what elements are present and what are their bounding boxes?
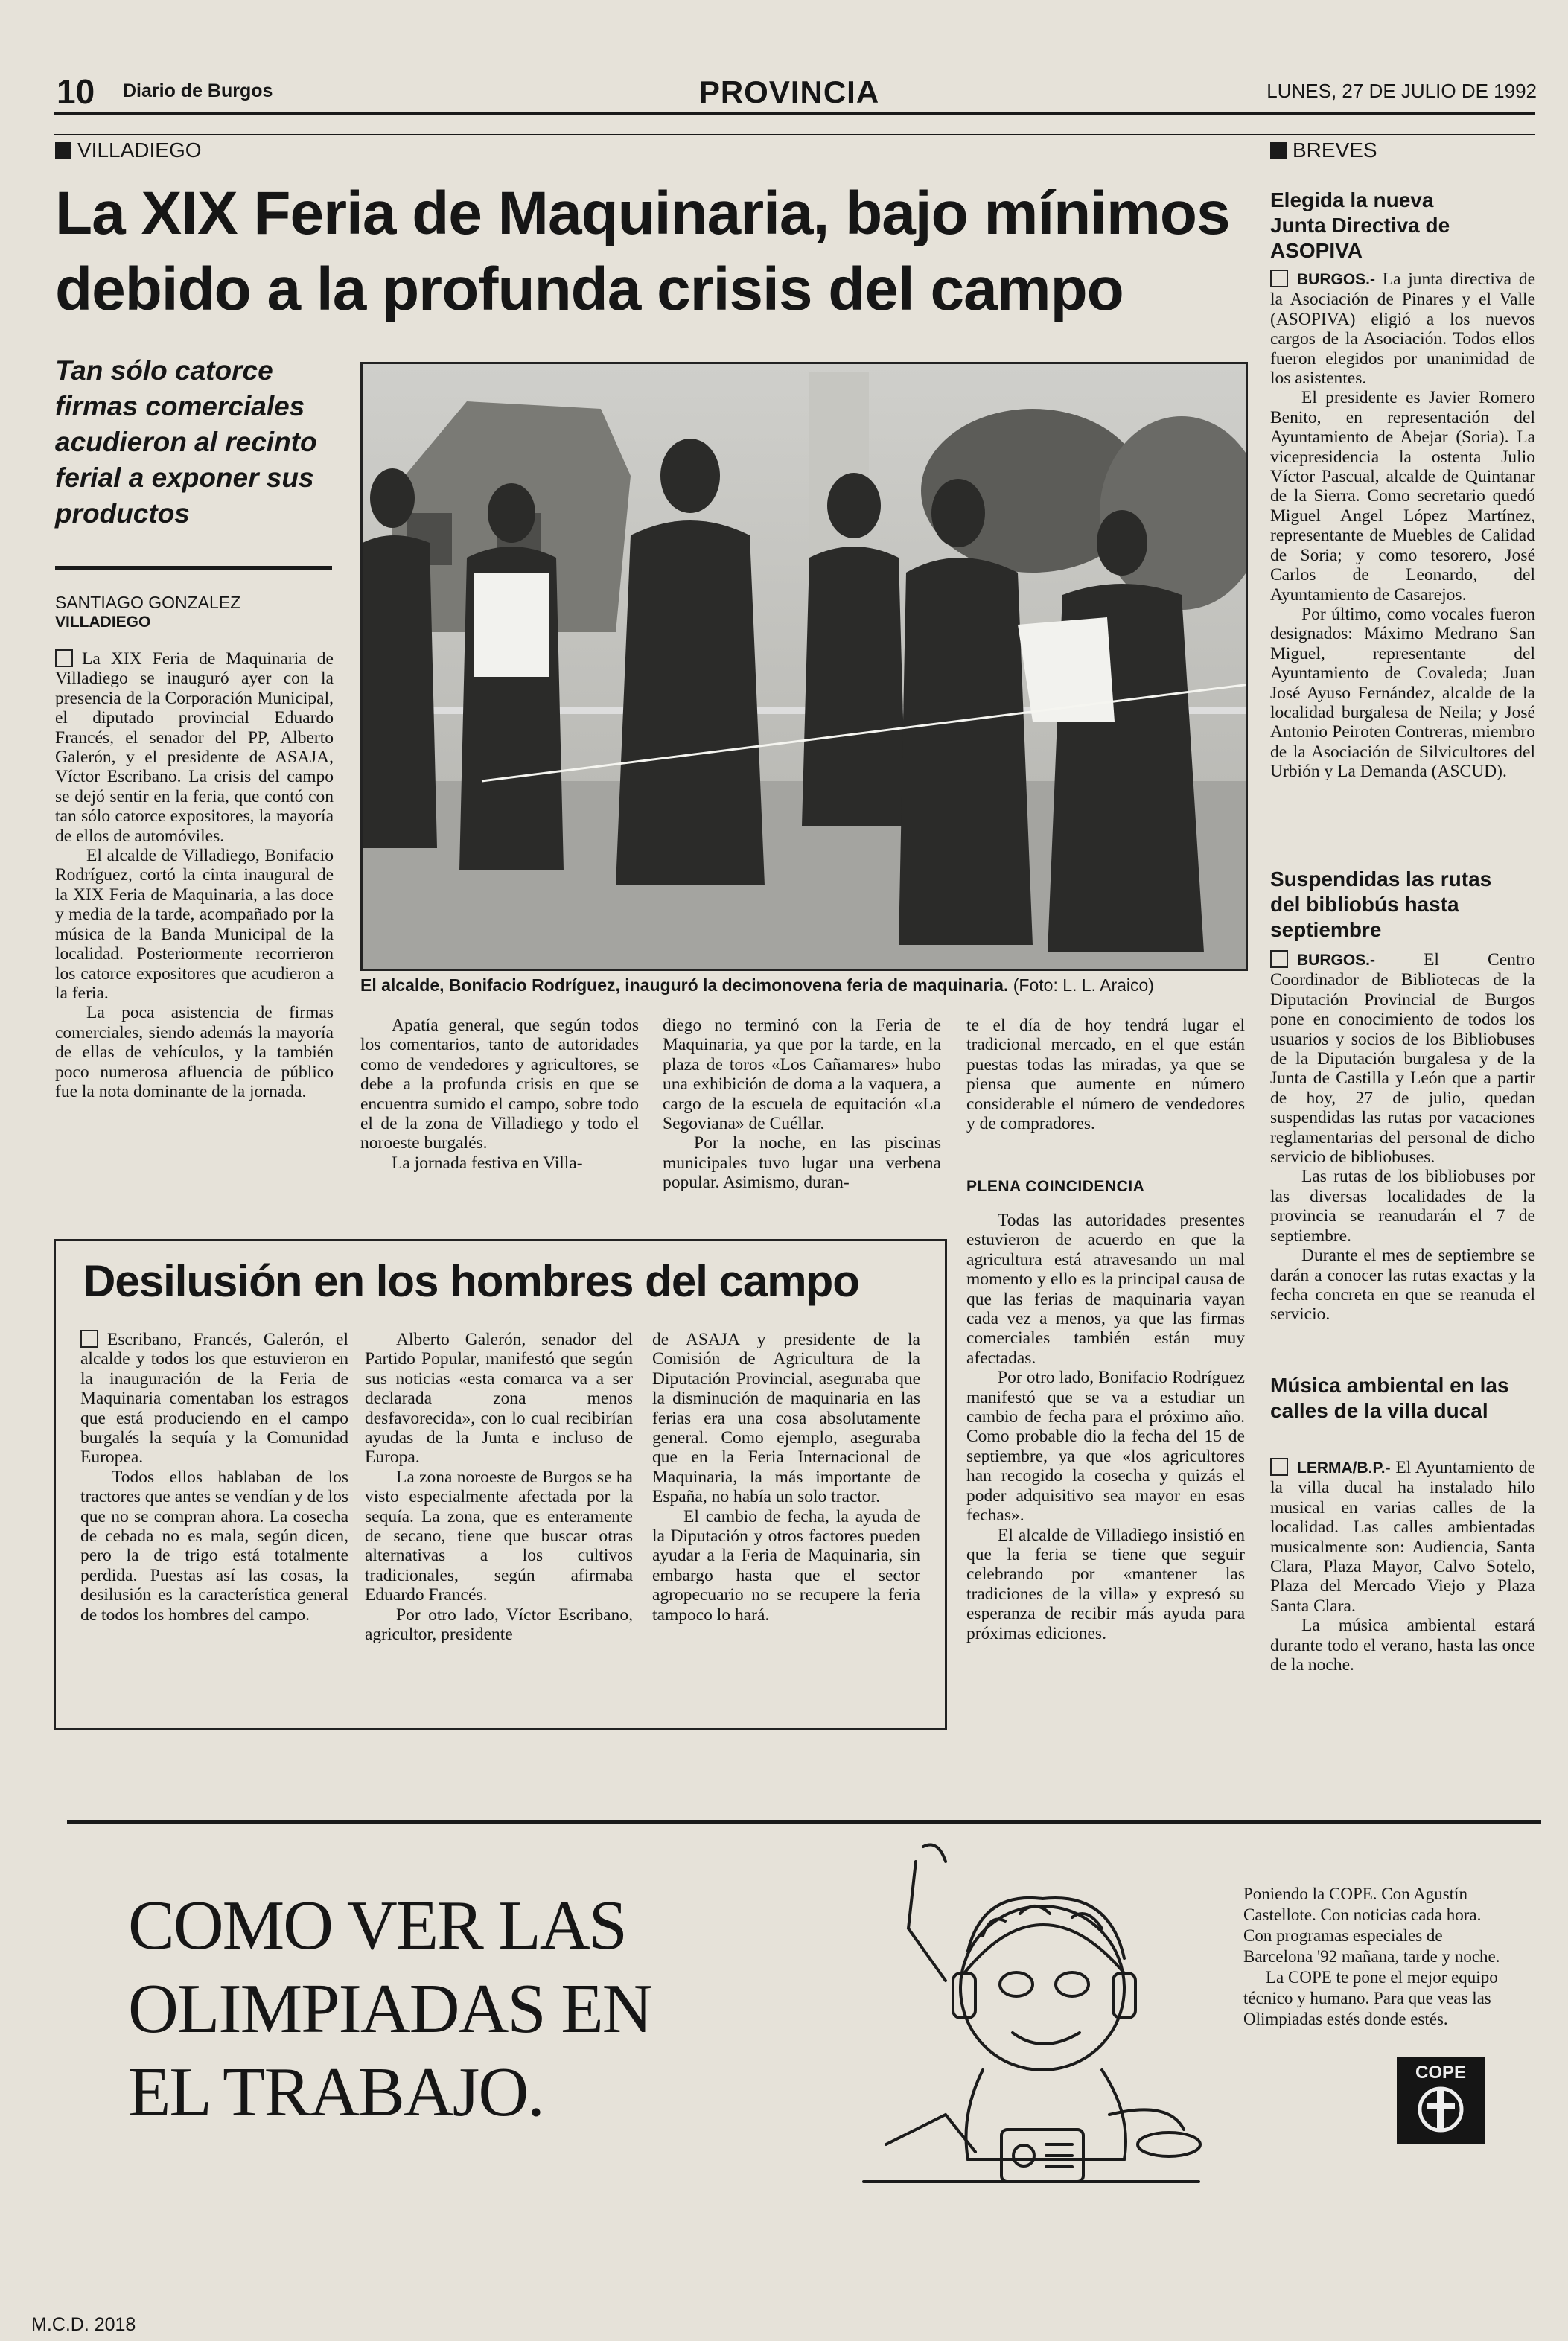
brief-1-title: Elegida la nueva Junta Directiva de ASOPIVA (1270, 188, 1450, 262)
ad-headline: COMO VER LAS OLIMPIADAS EN EL TRABAJO. (128, 1887, 651, 2131)
article-column-4: te el día de hoy tendrá lugar el tradicional mercado, en el que están puestas todas las miradas, ya que se piensa que aumente en número considerable el número de vendedores y de compradores. (966, 1016, 1245, 1134)
brief-1-body: BURGOS.- La junta directiva de la Asociación de Pinares y el Valle (ASOPIVA) eligió a los nuevos cargos de la Asociación. Todos ellos fueron elegidos por unanimidad de los asistentes. El presidente es Javier Romero Benito, en representación del Ayuntamiento de Abejar (Soria). La vicepresidencia la ostenta Julio Víctor Pascual, alcalde de Quintanar de la Sierra. Como secretario quedó Miguel Angel López Martínez, representante de Muebles de Calidad de Soria; y como tesorero, José Carlos de Leonardo, del Ayuntamiento de Casarejos. Por último, como vocales fueron designados: Máximo Medrano San Miguel, representante del Ayuntamiento de Covaleda; Juan José Ayuso Fernández, alcalde de la localidad burgalesa de Neila; y José Antonio Peiroten Contreras, miembro de la Asociación de Silvicultores del Urbión y La Demanda (ASCUD). (1270, 270, 1535, 782)
header-rule (54, 112, 1535, 115)
archive-mark: M.C.D. 2018 (31, 2314, 136, 2335)
paragraph-box-icon (80, 1330, 98, 1348)
paper-name: Diario de Burgos (123, 80, 273, 101)
listener-with-radio-illustration (856, 1832, 1206, 2219)
photo-caption: El alcalde, Bonifacio Rodríguez, inauguró la decimonovena feria de maquinaria. (Foto: L. L. Araico) (360, 975, 1154, 995)
brief-3-title: Música ambiental en las calles de la villa ducal (1270, 1374, 1509, 1422)
paragraph-box-icon (1270, 1458, 1288, 1476)
sidebar-column-1: Escribano, Francés, Galerón, el alcalde y todos los que estuvieron en la inauguración de la Feria de Maquinaria comentaban los estragos que está produciendo en el campo burgalés la sequía y la Comunidad Europea. Todos ellos hablaban de los tractores que antes se vendían y de los que no se compran ahora. La cosecha de cebada no es mala, según dicen, pero la de trigo está totalmente perdida. Puestas así las cosas, la desilusión es la característica general de todos los hombres del campo. (80, 1330, 348, 1625)
article-photo (360, 362, 1248, 971)
article-column-3: diego no terminó con la Feria de Maquinaria, ya que por la tarde, en la plaza de toros «Los Cañamares» hubo una exhibición de doma a la vaquera, a cargo de la escuela de equitación «La Segoviana» de Cuéllar. Por la noche, en las piscinas municipales tuvo lugar una verbena popular. Asimismo, duran- (663, 1016, 941, 1193)
page-number: 10 (57, 72, 95, 111)
deck-rule (55, 566, 332, 570)
ad-copy: Poniendo la COPE. Con Agustín Castellote. Con noticias cada hora. Con programas especiales de Barcelona '92 mañana, tarde y noche. La COPE te pone el mejor equipo técnico y humano. Para que veas las Olimpiadas estés donde estés. (1243, 1885, 1500, 2028)
byline-place: VILLADIEGO (55, 614, 151, 631)
paragraph-box-icon (1270, 270, 1288, 287)
cope-emblem-icon (1415, 2083, 1467, 2135)
brief-2-title: Suspendidas las rutas del bibliobús hasta septiembre (1270, 867, 1492, 941)
article-column-1: La XIX Feria de Maquinaria de Villadiego se inauguró ayer con la presencia de la Corporación Municipal, el diputado provincial Eduardo Francés, el senador del PP, Alberto Galerón, y el presidente de ASAJA, Víctor Escribano. La crisis del campo se dejó sentir en la feria, que contó con tan sólo catorce expositores, la mayoría de ellos de automóviles. El alcalde de Villadiego, Bonifacio Rodríguez, cortó la cinta inaugural de la XIX Feria de Maquinaria, a las doce y media de la tarde, acompañado por la música de la Banda Municipal de la localidad. Posteriormente recorrieron los catorce expositores que acudieron a la feria. La poca asistencia de firmas comerciales, siendo además la mayoría de ellas de vehículos, y la también poco numerosa afluencia de público fue la nota dominante de la jornada. (55, 649, 334, 1101)
brief-2-body: BURGOS.- El Centro Coordinador de Bibliotecas de la Diputación Provincial de Burgos pone en conocimiento de todos los usuarios y socios de los Bibliobuses de la Diputación burgalesa y de la Junta de Castilla y León que a partir de hoy, 27 de julio, quedan suspendidas las rutas por vacaciones reglamentarias del personal de dicho servicio de bibliobuses. Las rutas de los bibliobuses por las diversas localidades de la provincia se reanudarán el 7 de septiembre. Durante el mes de septiembre se darán a conocer las rutas exactas y la fecha concreta en que se reanuda el servicio. (1270, 950, 1535, 1325)
sidebar-title: Desilusión en los hombres del campo (83, 1256, 859, 1306)
article-subhead: PLENA COINCIDENCIA (966, 1178, 1145, 1195)
kicker-square-icon (55, 142, 71, 159)
kicker-square-icon (1270, 142, 1287, 159)
ribbon-cutting-photo (363, 364, 1248, 971)
paragraph-box-icon (55, 649, 73, 667)
article-column-4-continued: Todas las autoridades presentes estuvieron de acuerdo en que la agricultura está atravesando un mal momento y ello es la principal causa de que las ferias de maquinaria vayan cada vez a menos, ya que las firmas comerciales también están muy afectadas. Por otro lado, Bonifacio Rodríguez manifestó que se va a estudiar un cambio de fecha para el próximo año. Como probable dio la fecha del 15 de septiembre, ya que «los agricultores han recogido la cosecha y quizás el poder adquisitivo sea mayor en esas fechas». El alcalde de Villadiego insistió en que la feria se tiene que seguir celebrando por «mantener las tradiciones de la villa» y expresó su esperanza de recibir más ayuda para próximas ediciones. (966, 1211, 1245, 1643)
byline-author: SANTIAGO GONZALEZ (55, 593, 241, 612)
main-headline: La XIX Feria de Maquinaria, bajo mínimos debido a la profunda crisis del campo (55, 179, 1230, 323)
cope-logo: COPE (1397, 2057, 1485, 2144)
paragraph-box-icon (1270, 950, 1288, 968)
issue-date: LUNES, 27 DE JULIO DE 1992 (1266, 80, 1537, 102)
sidebar-column-3: de ASAJA y presidente de la Comisión de Agricultura de la Diputación Provincial, aseguraba que la disminución de maquinaria en las ferias era una cosa absolutamente general. Como ejemplo, aseguraba que en la Feria Internacional de Maquinaria, la más importante de España, no había un solo tractor. El cambio de fecha, la ayuda de la Diputación y otros factores pueden ayudar a la Feria de Maquinaria, sin embargo hasta que el sector agropecuario no se recupere la feria tampoco lo hará. (652, 1330, 920, 1625)
section-title: PROVINCIA (698, 74, 880, 109)
sidebar-column-2: Alberto Galerón, senador del Partido Popular, manifestó que según sus noticias «esta comarca va a ser declarada zona menos desfavorecida», con lo cual recibirían ayudas de la Junta e incluso de Europa. La zona noroeste de Burgos se ha visto especialmente afectada por la sequía. La zona, que es enteramente de secano, tiene que buscar otras alternativas a los cultivos tradicionales, según afirmaba Eduardo Francés. Por otro lado, Víctor Escribano, agricultor, presidente (365, 1330, 633, 1645)
briefs-kicker: BREVES (1270, 138, 1377, 162)
ad-top-rule (67, 1820, 1541, 1824)
article-column-2: Apatía general, que según todos los comentarios, tanto de autoridades como de vendedores y agricultores, se debe a la profunda crisis en que se encuentra sumido el campo, sobre todo el de la zona de Villadiego y todo el noroeste burgalés. La jornada festiva en Villa- (360, 1016, 639, 1173)
article-deck: Tan sólo catorce firmas comerciales acudieron al recinto ferial a exponer sus productos (55, 355, 317, 529)
brief-3-body: LERMA/B.P.- El Ayuntamiento de la villa ducal ha instalado hilo musical en varias calles de la localidad. Las calles ambientadas musicalmente son: Audiencia, Santa Clara, Plaza Mayor, Calvo Sotelo, Plaza del Mercado Viejo y Plaza Santa Clara. La música ambiental estará durante todo el verano, hasta las once de la noche. (1270, 1458, 1536, 1675)
header-rule-thin (54, 134, 1535, 135)
article-kicker: VILLADIEGO (55, 138, 202, 162)
